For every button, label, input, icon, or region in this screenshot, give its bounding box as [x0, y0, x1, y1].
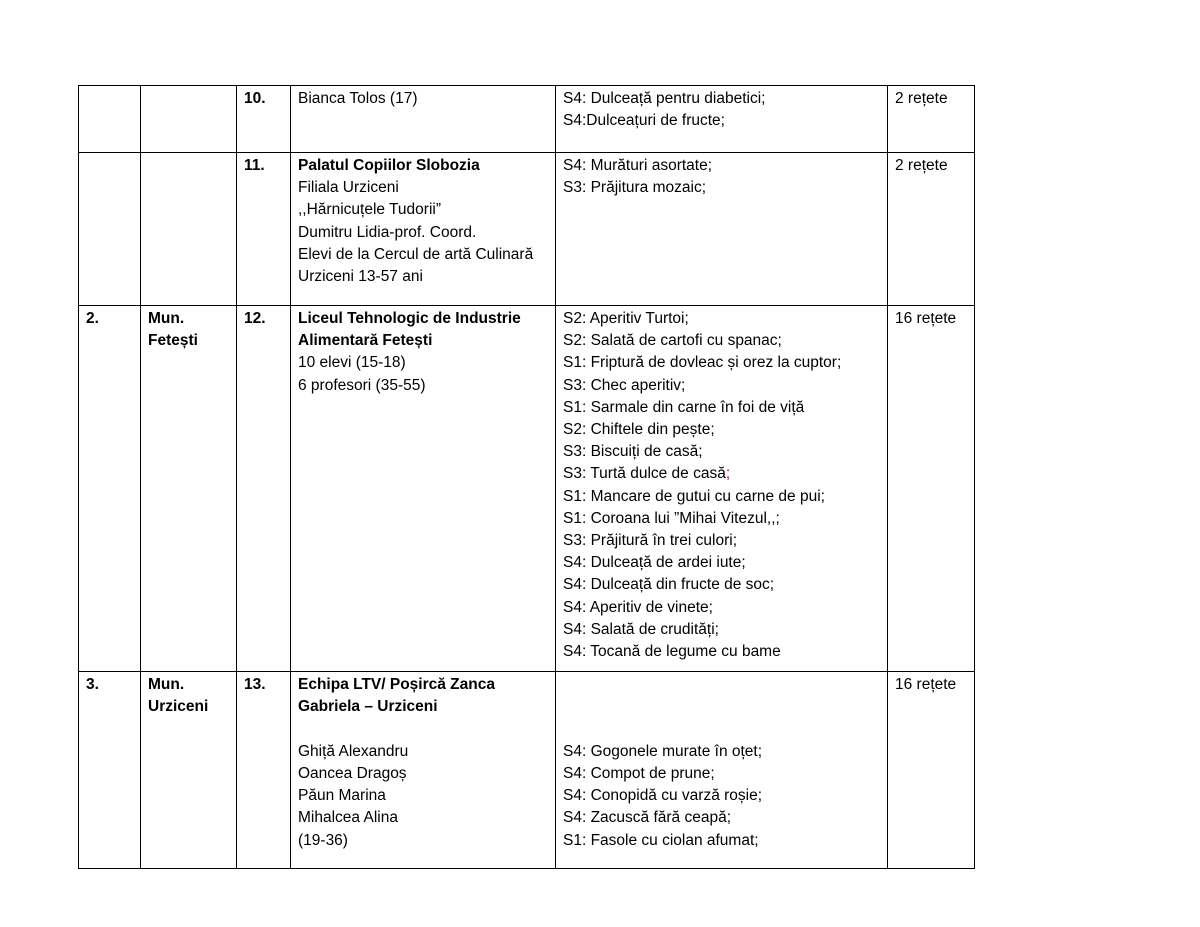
recipe-item: S4:Dulceațuri de fructe;	[563, 112, 725, 130]
participant-cell	[291, 86, 556, 153]
table-row	[79, 86, 975, 153]
table-row	[79, 306, 975, 672]
spacer	[563, 674, 880, 696]
spacer	[563, 696, 880, 718]
recipe-item: S4: Dulceață de ardei iute;	[563, 554, 746, 572]
participant-title: Alimentară Fetești	[298, 332, 433, 350]
spacer	[563, 719, 880, 741]
recipe-count: 16 rețete	[888, 672, 975, 869]
nr-cell: 2.	[79, 306, 141, 672]
recipe-item: S1: Mancare de gutui cu carne de pui;	[563, 487, 825, 505]
entry-number: 12.	[237, 306, 291, 672]
participant-title: Gabriela – Urziceni	[298, 698, 438, 716]
spacer	[298, 719, 548, 741]
recipe-item: S4: Dulceață din fructe de soc;	[563, 576, 775, 594]
recipes-cell	[556, 672, 888, 869]
recipe-item: S4: Dulceață pentru diabetici;	[563, 90, 766, 107]
recipe-item: S4: Conopidă cu varză roșie;	[563, 787, 763, 805]
nr-cell	[79, 86, 141, 153]
recipe-count: 16 rețete	[888, 306, 975, 672]
locality-cell	[141, 672, 237, 869]
recipe-item: S2: Salată de cartofi cu spanac;	[563, 332, 782, 350]
recipe-item: S4: Gogonele murate în oțet;	[563, 742, 763, 760]
participant-line: (19-36)	[298, 831, 348, 849]
participant-line: Mihalcea Alina	[298, 809, 398, 827]
participant-line: Dumitru Lidia-prof. Coord.	[298, 223, 477, 241]
recipe-item: S4: Compot de prune;	[563, 765, 715, 783]
recipe-item: S3: Biscuiți de casă;	[563, 443, 703, 461]
participant-title: Echipa LTV/ Poșircă Zanca	[298, 676, 495, 694]
locality-line: Urziceni	[148, 698, 209, 716]
recipe-item: S1: Coroana lui ”Mihai Vitezul,,;	[563, 509, 780, 527]
participant-line: Păun Marina	[298, 787, 386, 805]
recipe-item: S3: Prăjitura mozaic;	[563, 179, 706, 197]
participant-cell	[291, 306, 556, 672]
participant-line: Ghiță Alexandru	[298, 742, 409, 760]
recipe-item: S4: Tocană de legume cu bame	[563, 643, 781, 661]
locality-cell	[141, 86, 237, 153]
locality-line: Fetești	[148, 332, 198, 350]
participant-line: Urziceni 13-57 ani	[298, 268, 423, 286]
red-semicolon: ;	[725, 465, 731, 483]
recipe-item: S1: Friptură de dovleac și orez la cuptor;	[563, 354, 842, 372]
locality-line: Mun.	[148, 676, 185, 694]
recipe-item: S2: Chiftele din pește;	[563, 421, 715, 439]
participant-title: Liceul Tehnologic de Industrie	[298, 310, 521, 327]
recipe-item	[563, 463, 880, 485]
participant-cell	[291, 672, 556, 869]
table-row	[79, 672, 975, 869]
participant-cell	[291, 153, 556, 306]
recipe-item: S3: Prăjitură în trei culori;	[563, 532, 738, 550]
locality-line: Mun.	[148, 310, 185, 327]
participant-line: 10 elevi (15-18)	[298, 354, 406, 372]
recipes-cell	[556, 86, 888, 153]
entry-number: 11.	[237, 153, 291, 306]
recipe-item: S1: Fasole cu ciolan afumat;	[563, 831, 759, 849]
participant-line: Oancea Dragoș	[298, 765, 407, 783]
recipe-item: S4: Aperitiv de vinete;	[563, 598, 713, 616]
recipe-item: S4: Murături asortate;	[563, 157, 713, 174]
participant-line: Filiala Urziceni	[298, 179, 399, 197]
recipes-cell	[556, 306, 888, 672]
recipes-table	[78, 85, 975, 869]
recipe-item: S3: Chec aperitiv;	[563, 376, 686, 394]
locality-cell	[141, 306, 237, 672]
participant-line: ,,Hărnicuțele Tudorii”	[298, 201, 442, 219]
recipe-text: S3: Turtă dulce de casă	[563, 465, 726, 483]
recipes-cell	[556, 153, 888, 306]
locality-cell	[141, 153, 237, 306]
participant-line: 6 profesori (35-55)	[298, 376, 426, 394]
nr-cell: 3.	[79, 672, 141, 869]
participant-line: Bianca Tolos (17)	[298, 90, 418, 107]
recipe-count: 2 rețete	[888, 153, 975, 306]
recipe-item: S1: Sarmale din carne în foi de viță	[563, 398, 805, 416]
participant-title: Palatul Copiilor Slobozia	[298, 157, 480, 174]
participant-line: Elevi de la Cercul de artă Culinară	[298, 245, 534, 263]
nr-cell	[79, 153, 141, 306]
recipe-count: 2 rețete	[888, 86, 975, 153]
recipe-item: S4: Zacuscă fără ceapă;	[563, 809, 732, 827]
entry-number: 13.	[237, 672, 291, 869]
entry-number: 10.	[237, 86, 291, 153]
table-row	[79, 153, 975, 306]
recipe-item: S4: Salată de crudități;	[563, 620, 719, 638]
recipe-item: S2: Aperitiv Turtoi;	[563, 310, 689, 327]
